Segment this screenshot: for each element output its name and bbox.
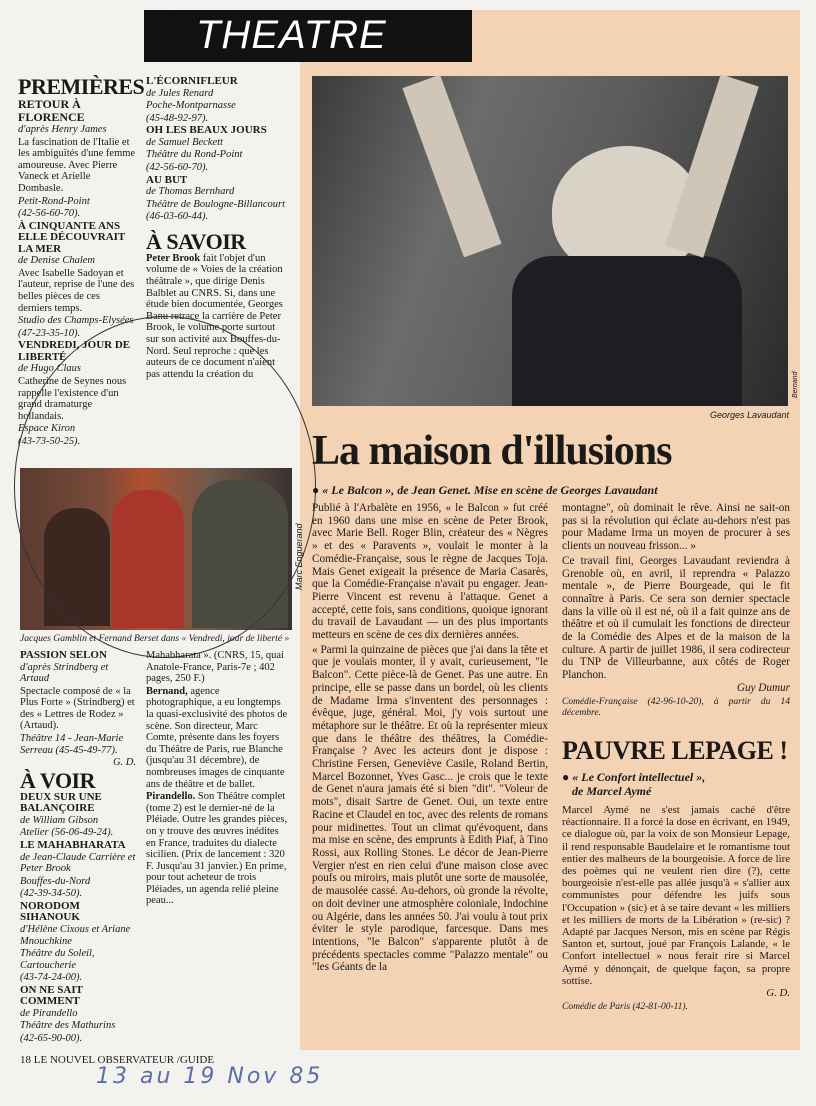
listing-venue: Atelier (56-06-49-24). <box>20 827 114 839</box>
article-column-2 <box>562 502 790 719</box>
hand-drawn-circle <box>14 316 316 658</box>
listing-author: de Jules Renard <box>146 87 214 99</box>
listing-venue: Espace Kiron <box>18 423 76 435</box>
review-deck <box>562 770 705 798</box>
article-venue: Comédie-Française (42-96-10-20), à partir du 14 décembre. <box>562 696 790 718</box>
photo-credit: Marc Enguerand <box>294 523 304 590</box>
listing-title: VENDREDI, JOUR DE LIBERTÉ <box>18 339 131 363</box>
signature: G. D. <box>766 987 790 1000</box>
signature: G. D. <box>112 757 136 769</box>
listing-author: de William Gibson <box>20 814 99 826</box>
listing-text: La fascination de l'Italie et les ambiguïtés d'une femme amoureuse. Avec Pierre Vaneck et Arielle Dombasle. <box>18 136 136 194</box>
photo-credit: Georges Lavaudant <box>710 410 790 420</box>
a-savoir-name: Peter Brook <box>146 252 201 264</box>
listing-author: de Denise Chalem <box>18 255 95 267</box>
article-paragraph: montagne", où dominait le rêve. Ainsi ne sait-on pas si la révolution qui éclate au-dehors n'est pas pour Madame Irma un moyen de procurer à ses clients un nouveau frisson... » <box>562 502 790 553</box>
premieres-heading: PREMIÈRES <box>18 74 145 99</box>
section-title: THEATRE <box>196 13 387 57</box>
listing-title: RETOUR À FLORENCE <box>18 97 85 124</box>
article-deck: ● « Le Balcon », de Jean Genet. Mise en scène de Georges Lavaudant <box>312 483 658 497</box>
listing-text: Avec Isabelle Sadoyan et l'auteur, reprise de l'une des belles pièces de ces derniers temps. <box>18 267 135 314</box>
a-savoir-text: agence photographique, a eu longtemps la quasi-exclusivité des photos de scène. Son directeur, Marc Comte, présente dans les foyers du Théâtre de Paris, rue Blanche (jusqu'au 31 décembre), de nombreuses images de cinquante ans de théâtre et de ballet. <box>146 685 288 790</box>
listing-phone: (42-65-90-00). <box>20 1033 83 1045</box>
listing-phone: (42-56-60-70). <box>18 208 81 220</box>
handwritten-date: 13 au 19 Nov 85 <box>96 1064 324 1089</box>
article-column-1 <box>312 502 548 974</box>
listing-title: PASSION SELON <box>20 649 107 661</box>
photo-caption: Jacques Gamblin et Fernand Berset dans « Vendredi, jour de liberté » <box>20 633 290 644</box>
review-deck-line: ● « Le Confort intellectuel », <box>562 770 706 784</box>
photo-credit-side: Bernand <box>792 371 799 398</box>
listing-venue: Théâtre de Boulogne-Billancourt <box>146 198 286 210</box>
a-savoir-name: Bernand, <box>146 685 188 697</box>
a-savoir-text: fait l'objet d'un volume de « Voies de la création théâtrale », que dirige Denis Balblet au CNRS. Si, dans une étude bien documentée, Georges Banu retrace la carrière de Peter Brook, le volume porte surtout sur son activité aux Bouffes-du-Nord. Seul reproche : que les auteurs de ce document n'aient pas attendu la création du <box>146 252 283 380</box>
a-savoir-name: Pirandello. <box>146 791 196 803</box>
listing-venue: Bouffes-du-Nord <box>20 875 91 887</box>
listing-venue: Théâtre du Rond-Point <box>146 149 243 161</box>
listing-venue: Petit-Rond-Point <box>18 195 90 207</box>
listing-venue: Théâtre du Soleil, Cartoucherie <box>20 948 95 971</box>
listings-lower-column-2 <box>146 650 288 908</box>
listing-text: Spectacle composé de « la Plus Forte » (Strindberg) et des « Lettres de Rodez » (Artaud). <box>20 685 135 732</box>
page-footer: 18 LE NOUVEL OBSERVATEUR /GUIDE <box>20 1054 215 1066</box>
listing-phone: (42-56-60-70). <box>146 161 209 173</box>
listing-phone: (47-23-35-10). <box>18 327 81 339</box>
a-voir-heading: À VOIR <box>20 767 95 793</box>
listing-venue: Théâtre des Mathurins <box>20 1020 116 1032</box>
listing-phone: (43-74-24-00). <box>20 972 83 984</box>
listing-title: AU BUT <box>146 173 188 186</box>
listing-title: LE MAHABHARATA <box>20 839 126 852</box>
review-body <box>562 804 790 1013</box>
article-paragraph: Ce travail fini, Georges Lavaudant reviendra à Grenoble où, en avril, il reprendra « Palazzo mentale », de Pierre Bourgeade, qui le fit connaître à Paris. Ce sera son dernier spectacle dans la ville où il est né, où il a fait quinze ans de théâtre et où il cumulait les fonctions de directeur de la Comédie des Alpes et de la maison de la culture. A partir de juillet 1986, il sera codirecteur du TNP de Villeurbanne, aux côtés de Roger Planchon. <box>562 554 790 682</box>
listing-title: OH LES BEAUX JOURS <box>146 124 267 137</box>
listing-venue: Studio des Champs-Elysées <box>18 315 134 327</box>
listing-author: d'après Strindberg et Artaud <box>20 661 109 685</box>
article-paragraph: Publié à l'Arbalète en 1956, « le Balcon » fut créé en 1960 dans une mise en scène de Peter Brook, avec Marie Bell. Roger Blin, créateur des « Nègres » et des « Paravents », voulait le monter à la Comédie-Française, sous le règne de Jacques Toja. Mais Genet exigeait la présence de Maria Casarès, que la Comédie-Française n'avait pu engager. Jean-Pierre Vincent est revenu à l'attaque. Genet a accepté, cette fois, sans conditions, quoique ignorant du travail de Lavaudant — un des plus importants metteurs en scène de ces dix dernières années. <box>312 502 548 642</box>
signature: Guy Dumur <box>736 681 790 694</box>
listing-phone: (43-73-50-25). <box>18 435 81 447</box>
review-venue: Comédie de Paris (42-81-00-11). <box>562 1002 688 1013</box>
listing-author: de Thomas Bernhard <box>146 186 235 198</box>
listing-author: d'Hélène Cixous et Ariane Mnouchkine <box>20 923 131 947</box>
listing-author: de Hugo Claus <box>18 363 81 375</box>
review-headline: PAUVRE LEPAGE ! <box>562 736 788 765</box>
listing-venue: Théâtre 14 - Jean-Marie Serreau (45-45-49-77). <box>20 733 124 756</box>
a-savoir-text: Son Théâtre complet (tome 2) est le dernier-né de la Pléiade. Outre les grandes pièces, on y trouve des œuvres inédites en France, traduites du dialecte sicilien. (Prix de lancement : 320 F. Jusqu'au 31 janvier.) En prime, pour tout acheteur de trois Pléiades, un agenda relié pleine peau... <box>146 791 288 907</box>
a-savoir-heading: À SAVOIR <box>146 228 246 254</box>
listing-phone: (45-48-92-97). <box>146 112 209 124</box>
listing-phone: (42-39-34-50). <box>20 888 83 900</box>
listing-author: de Samuel Beckett <box>146 136 223 148</box>
article-paragraph: « Parmi la quinzaine de pièces que j'ai dans la tête et que je voulais monter, il y avait, curieusement, "le Balcon". Cette pièce-là de Genet. Pas une autre. En principe, elle se passe dans un bordel, où les clients de Madame Irma s'inventent des personnages : évêque, juge, général. Moi, j'y vois surtout une métaphore sur le théâtre. Et où la représenter mieux que dans le théâtre des théâtres, la Comédie-Française ? Avec les acteurs dont je dispose : Christine Fersen, Geneviève Casile, Roland Bertin, Marcel Bozonnet, Yves Gasc... je crois que le texte de Genet n'aura jamais été si bien "dit". "Voleur de mots", disait Sartre de Genet. Oui, un texte entre Racine et Claudel en toc, avec des relents de romans pour midinettes. Tout un climat qu'évoquent, dans ma mise en scène, des emprunts à Edith Piaf, à Tino Rossi, aux Rolling Stones. Le décor de Jean-Pierre Vergier n'est en rien celui d'une maison close avec poufs ou miroirs, mais plutôt une sorte de mausolée, de mausolée cassé. Au-dehors, où gronde la révolte, on doit deviner une atmosphère coloniale, Indochine ou Algérie, dans les années 50. J'ai voulu à tout prix éviter le style parodique, farcesque. Dans mes intentions, "le Balcon" s'apparente plutôt à de précédents spectacles comme "Palazzo mentale" ou "les Géants de la <box>312 643 548 974</box>
listing-text: Catherine de Seynes nous rappelle l'existence d'un grand dramaturge hollandais. <box>18 376 127 422</box>
listing-author: de Pirandello <box>20 1007 78 1019</box>
listing-venue: Poche-Montparnasse <box>146 100 236 112</box>
a-savoir-continued: Mahabharata ». (CNRS, 15, quai Anatole-France, Paris-7e ; 402 pages, 250 F.) <box>146 650 284 685</box>
listing-author: d'après Henry James <box>18 124 107 135</box>
review-deck-line: de Marcel Aymé <box>572 784 652 798</box>
review-paragraph: Marcel Aymé ne s'est jamais caché d'être réactionnaire. Il a forcé la dose en écrivant, en 1949, ce dialogue où, par la voix de son Monsieur Lepage, il rend responsable Baudelaire et le romantisme tout entier des malheurs de la bourgeoisie. A force de lire des poèmes qui ne veulent rien dire (?), cette bourgeoisie n'est-elle pas allée jusqu'à « s'allier aux communistes pour défendre les juifs sous l'Occupation » (sic) et à se taire devant « les milliers et les milliers de morts de la Libération » (re-sic) ? Adapté par Jacques Nerson, mis en scène par Régis Santon et, surtout, joué par François Lalande, « le Confort intellectuel » nous ferait rire si Marcel Aymé y dénonçait, de quelque façon, sa propre sottise. <box>562 804 790 987</box>
listing-phone: (46-03-60-44). <box>146 211 209 223</box>
listing-title: DEUX SUR UNE BALANÇOIRE <box>20 790 102 815</box>
listing-title: NORODOM SIHANOUK <box>20 899 80 924</box>
listing-author: de Jean-Claude Carrière et Peter Brook <box>20 851 136 875</box>
article-headline: La maison d'illusions <box>312 428 672 474</box>
listing-title: À CINQUANTE ANS ELLE DÉCOUVRAIT LA MER <box>18 219 126 255</box>
listing-title: L'ÉCORNIFLEUR <box>146 75 238 87</box>
listings-lower-column-1 <box>20 650 136 1046</box>
listing-title: ON NE SAIT COMMENT <box>20 983 83 1008</box>
scene-photo-large <box>312 76 788 406</box>
section-bullet-icon <box>144 14 186 56</box>
